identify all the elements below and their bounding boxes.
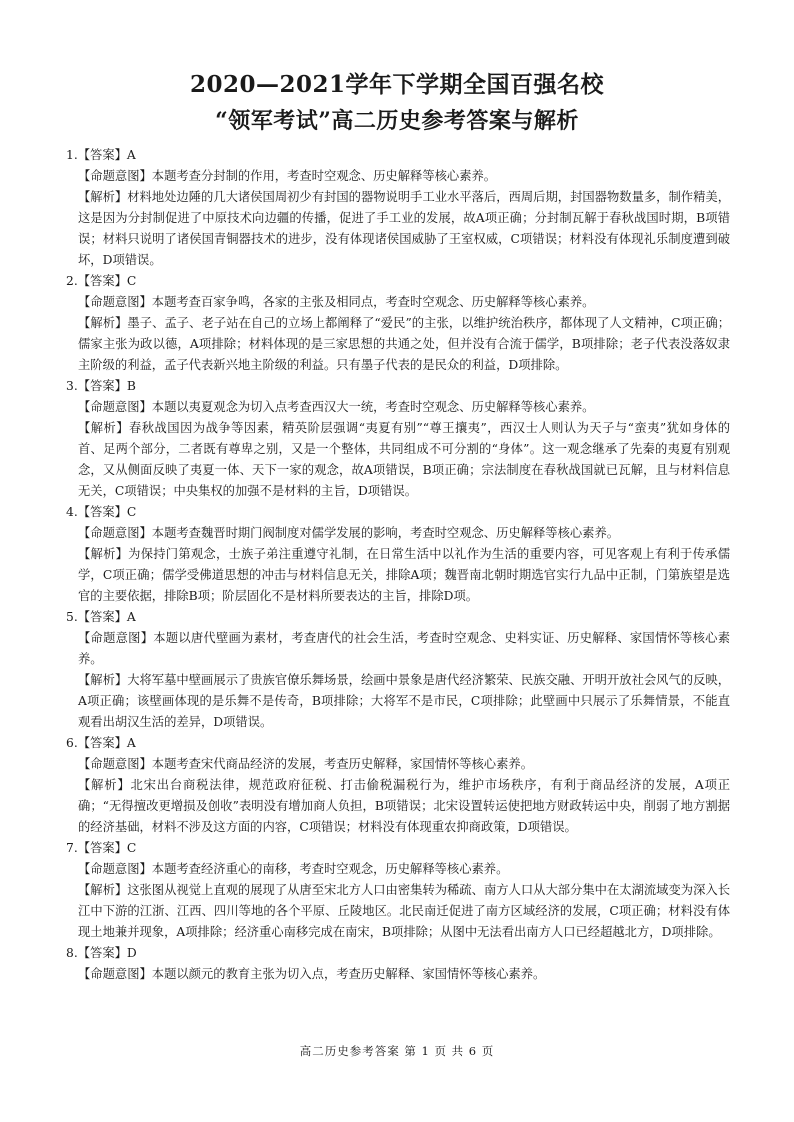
answer-line: 1.【答案】A: [66, 148, 136, 162]
analysis-paragraph: 【解析】春秋战国因为战争等因素，精英阶层强调“夷夏有别”“尊王攘夷”，西汉士人则认为天子与“蛮夷”犹如身体的首、足两个部分，二者既有尊卑之别，又是一个整体，共同组成不可分割的“身体”。这一观念继承了先秦的夷夏有别观念，又从侧面反映了夷夏一体、天下一家的观念，故A项错误，B项正确；宗法制度在春秋战国就已瓦解，且与材料信息无关，C项错误；中央集权的加强不是材料的主旨，D项错误。: [78, 421, 730, 498]
intent-paragraph: 【命题意图】本题考查魏晋时期门阀制度对儒学发展的影响，考查时空观念、历史解释等核心素养。: [78, 526, 620, 540]
intent-paragraph: 【命题意图】本题以颜元的教育主张为切入点，考查历史解释、家国情怀等核心素养。: [78, 967, 546, 981]
intent-paragraph: 【命题意图】本题考查宋代商品经济的发展，考查历史解释，家国情怀等核心素养。: [78, 757, 533, 771]
answer-line: 7.【答案】C: [66, 841, 137, 855]
title-line-2: “领军考试”高二历史参考答案与解析: [215, 108, 579, 134]
intent-paragraph: 【命题意图】本题考查百家争鸣，各家的主张及相同点，考查时空观念、历史解释等核心素养。: [78, 295, 595, 309]
analysis-paragraph: 【解析】这张图从视觉上直观的展现了从唐至宋北方人口由密集转为稀疏、南方人口从大部分集中在太湖流域变为深入长江中下游的江浙、江西、四川等地的各个平原、丘陵地区。北民南迁促进了南方区域经济的发展，C项正确；材料没有体现土地兼并现象，A项排除；经济重心南移完成在南宋，B项排除；从图中无法看出南方人口已经超越北方，D项排除。: [78, 883, 730, 939]
title-line-1: 2020—2021学年下学期全国百强名校: [189, 71, 605, 98]
question-item-6: [64, 733, 730, 838]
analysis-paragraph: 【解析】为保持门第观念，士族子弟注重遵守礼制，在日常生活中以礼作为生活的重要内容，可见客观上有利于传承儒学，C项正确；儒学受佛道思想的冲击与材料信息无关，排除A项；魏晋南北朝时期选官实行九品中正制，门第族望是选官的主要依据，排除B项；阶层固化不是材料所要表达的主旨，排除D项。: [78, 547, 730, 603]
analysis-paragraph: 【解析】墨子、孟子、老子站在自己的立场上都阐释了“爱民”的主张，以维护统治秩序，都体现了人文精神，C项正确；儒家主张为政以德，A项排除；材料体现的是三家思想的共通之处，但并没有合流于儒学，B项排除；老子代表没落奴隶主阶级的利益，孟子代表新兴地主阶级的利益。只有墨子代表的是民众的利益，D项排除。: [78, 316, 730, 372]
answers-body: [64, 145, 730, 985]
question-item-8: [64, 943, 730, 985]
intent-paragraph: 【命题意图】本题以唐代壁画为素材，考查唐代的社会生活，考查时空观念、史料实证、历史解释、家国情怀等核心素养。: [78, 631, 730, 666]
intent-paragraph: 【命题意图】本题考查分封制的作用，考查时空观念、历史解释等核心素养。: [78, 169, 497, 183]
question-item-4: [64, 502, 730, 607]
answer-line: 2.【答案】C: [66, 274, 137, 288]
answer-line: 6.【答案】A: [66, 736, 136, 750]
question-item-1: [64, 145, 730, 271]
question-item-7: [64, 838, 730, 943]
page-footer: 高二历史参考答案 第 1 页 共 6 页: [299, 1044, 495, 1058]
analysis-paragraph: 【解析】大将军墓中壁画展示了贵族官僚乐舞场景，绘画中景象是唐代经济繁荣、民族交融、开明开放社会风气的反映，A项正确；该壁画体现的是乐舞不是传奇，B项排除；大将军不是市民，C项排除；此壁画中只展示了乐舞情景，不能直观看出胡汉生活的差异，D项错误。: [78, 673, 730, 729]
analysis-paragraph: 【解析】北宋出台商税法律，规范政府征税、打击偷税漏税行为，维护市场秩序，有利于商品经济的发展，A项正确；“无得擅改更增损及创收”表明没有增加商人负担，B项错误；北宋设置转运使把地方财政转运中央，削弱了地方割据的经济基础，材料不涉及这方面的内容，C项错误；材料没有体现重农抑商政策，D项错误。: [78, 778, 730, 834]
question-item-3: [64, 376, 730, 502]
intent-paragraph: 【命题意图】本题以夷夏观念为切入点考查西汉大一统，考查时空观念、历史解释等核心素养。: [78, 400, 595, 414]
answer-line: 4.【答案】C: [66, 505, 137, 519]
question-item-5: [64, 607, 730, 733]
analysis-paragraph: 【解析】材料地处边陲的几大诸侯国周初少有封国的器物说明手工业水平落后，西周后期，封国器物数量多，制作精美，这是因为分封制促进了中原技术向边疆的传播，促进了手工业的发展，故A项正确；分封制瓦解于春秋战国时期，B项错误；材料只说明了诸侯国青铜器技术的进步，没有体现诸侯国威胁了王室权威，C项错误；材料没有体现礼乐制度遭到破坏，D项错误。: [78, 190, 730, 267]
question-item-2: [64, 271, 730, 376]
answer-line: 8.【答案】D: [66, 946, 137, 960]
intent-paragraph: 【命题意图】本题考查经济重心的南移，考查时空观念，历史解释等核心素养。: [78, 862, 509, 876]
answer-line: 3.【答案】B: [66, 379, 136, 393]
answer-line: 5.【答案】A: [66, 610, 136, 624]
